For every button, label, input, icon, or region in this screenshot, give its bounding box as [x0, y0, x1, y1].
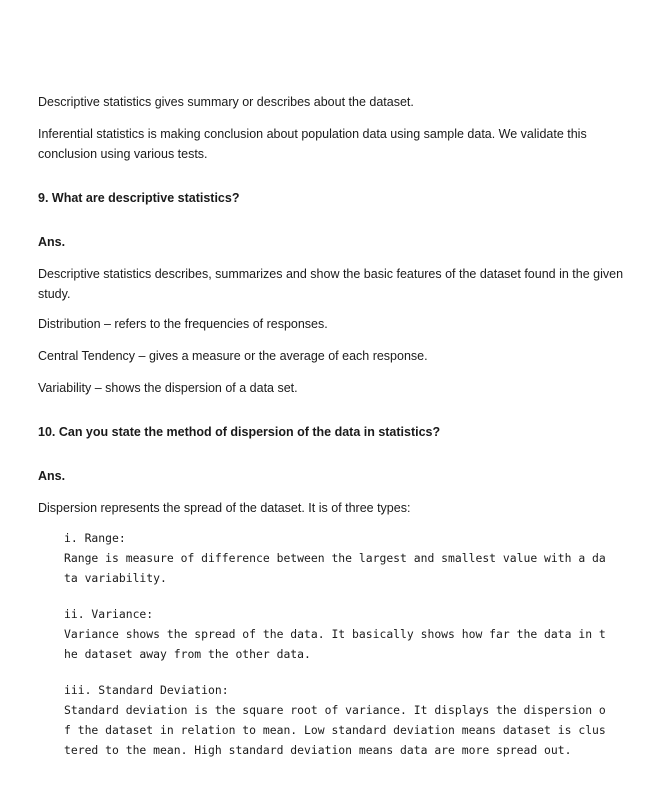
paragraph-dispersion: Dispersion represents the spread of the dataset. It is of three types: — [38, 501, 411, 515]
code-range-line-1: Range is measure of difference between the largest and smallest value with a da — [64, 551, 606, 565]
paragraph-descriptive-intro: Descriptive statistics gives summary or describes about the dataset. — [38, 95, 414, 109]
code-std-line-1: Standard deviation is the square root of variance. It displays the dispersion o — [64, 703, 606, 717]
question-10-heading: 10. Can you state the method of dispersion of the data in statistics? — [38, 425, 441, 439]
paragraph-descriptive-definition: Descriptive statistics describes, summarizes and show the basic features of the dataset found in the given study. — [38, 267, 624, 301]
code-variance-line-2: he dataset away from the other data. — [64, 647, 311, 661]
answer-10-label: Ans. — [38, 469, 66, 483]
code-std-heading: iii. Standard Deviation: — [64, 683, 229, 697]
code-std-line-2: f the dataset in relation to mean. Low standard deviation means dataset is clus — [64, 723, 606, 737]
code-range-heading: i. Range: — [64, 531, 126, 545]
code-std-line-3: tered to the mean. High standard deviation means data are more spread out. — [64, 743, 572, 757]
question-9-heading: 9. What are descriptive statistics? — [38, 191, 240, 205]
paragraph-central-tendency: Central Tendency – gives a measure or the average of each response. — [38, 349, 428, 363]
code-variance-heading: ii. Variance: — [64, 607, 154, 621]
paragraph-variability: Variability – shows the dispersion of a data set. — [38, 381, 298, 395]
paragraph-distribution: Distribution – refers to the frequencies of responses. — [38, 317, 328, 331]
code-range-line-2: ta variability. — [64, 571, 167, 585]
answer-9-label: Ans. — [38, 235, 66, 249]
paragraph-inferential-intro: Inferential statistics is making conclusion about population data using sample data. We validate this conclusion using various tests. — [38, 127, 587, 161]
code-variance-line-1: Variance shows the spread of the data. It basically shows how far the data in t — [64, 627, 606, 641]
